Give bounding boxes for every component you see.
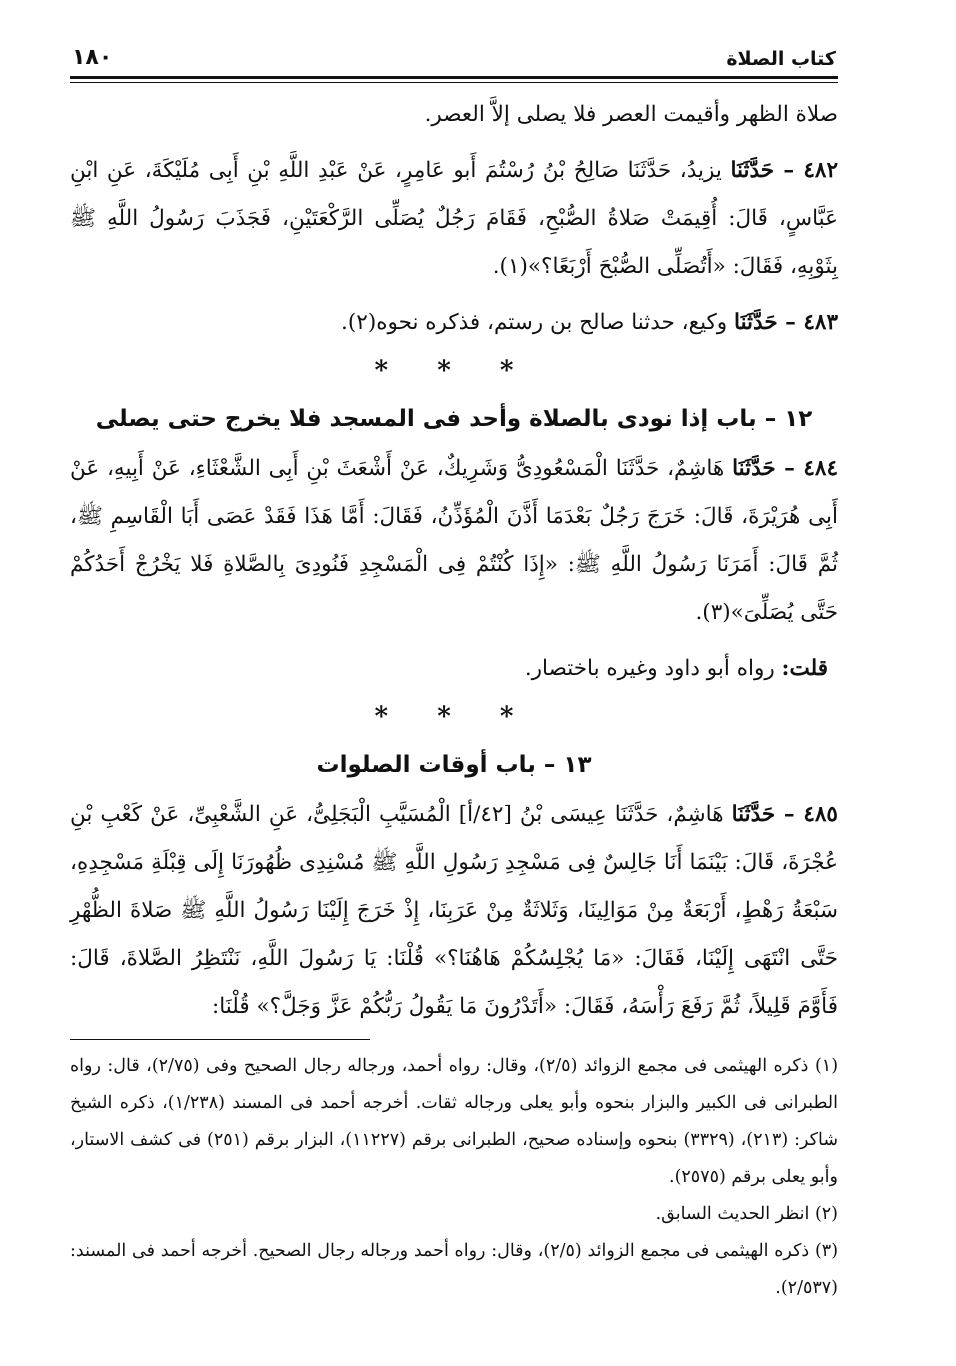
page-body: [70, 91, 838, 1031]
footnote-2: (٢) انظر الحديث السابق.: [655, 1204, 838, 1224]
header-rule-thin: [70, 82, 838, 83]
hadith-483-text: وكيع، حدثنا صالح بن رستم، فذكره نحوه(٢).: [341, 310, 735, 335]
hadith-482-text: يزيدُ، حَدَّثَنَا صَالِحُ بْنُ رُسْتُمَ أَبو عَامِرٍ، عَنْ عَبْدِ اللَّهِ بْنِ أَبِى مُلَيْكَةَ، عَنِ ابْنِ عَبَّاسٍ، قَالَ: أُقِيمَتْ صَلاةُ الصُّبْحِ، فَقَامَ رَجُلٌ يُصَلِّى الرَّكْعَتَيْنِ، فَجَذَبَ رَسُولُ اللَّهِ ﷺ بِثَوْبِهِ، فَقَالَ: «أَتُصَلِّى الصُّبْحَ أَرْبَعًا؟»(١).: [70, 158, 838, 279]
page-number: ١٨٠: [72, 45, 113, 70]
hadith-482: [70, 147, 838, 291]
chapter-heading-12: ١٢ – باب إذا نودى بالصلاة وأحد فى المسجد فلا يخرج حتى يصلى: [95, 406, 813, 432]
continuation-paragraph: صلاة الظهر وأقيمت العصر فلا يصلى إلاَّ العصر.: [424, 102, 838, 127]
section-divider-stars: * * *: [374, 702, 534, 732]
footnote-separator: [70, 1039, 370, 1040]
hadith-484: [70, 445, 838, 637]
hadith-485-number: ٤٨٥ – حَدَّثَنَا: [731, 802, 838, 827]
hadith-484-number: ٤٨٤ – حَدَّثَنَا: [732, 456, 838, 481]
footnotes-section: [70, 1039, 838, 1307]
qult-label: قلت:: [781, 656, 828, 681]
qult-text: رواه أبو داود وغيره باختصار.: [524, 656, 782, 681]
chapter-heading-13: ١٣ – باب أوقات الصلوات: [316, 752, 592, 778]
hadith-484-text: هَاشِمٌ، حَدَّثَنَا الْمَسْعُودِىُّ وَشَرِيكٌ، عَنْ أَشْعَثَ بْنِ أَبِى الشَّعْثَاءِ، عَنْ أَبِيهِ، عَنْ أَبِى هُرَيْرَةَ، قَالَ: خَرَجَ رَجُلٌ بَعْدَمَا أَذَّنَ الْمُؤَذِّنُ، فَقَالَ: أَمَّا هَذَا فَقَدْ عَصَى أَبَا الْقَاسِمِ ﷺ، ثُمَّ قَالَ: أَمَرَنَا رَسُولُ اللَّهِ ﷺ: «إِذَا كُنْتُمْ فِى الْمَسْجِدِ فَنُودِىَ بِالصَّلاةِ فَلا يَخْرُجْ أَحَدُكُمْ حَتَّى يُصَلِّىَ»(٣).: [70, 456, 838, 625]
footnote-1: (١) ذكره الهيثمى فى مجمع الزوائد (٢/٥)، وقال: رواه أحمد، ورجاله رجال الصحيح وفى (٢/٧٥)، قال: رواه الطبرانى فى الكبير والبزار بنحوه وأبو يعلى ورجاله ثقات. أخرجه أحمد فى المسند (١/٢٣٨)، ذكره الشيخ شاكر: (٢١٣)، (٣٣٢٩) بنحوه وإسناده صحيح، الطبرانى برقم (١١٢٢٧)، البزار برقم (٢٥١) فى كشف الاستار، وأبو يعلى برقم (٢٥٧٥).: [70, 1056, 839, 1187]
hadith-483-number: ٤٨٣ – حَدَّثَنَا: [734, 310, 838, 335]
book-page: [70, 30, 838, 1366]
header-rule-thick: [70, 76, 838, 79]
qult-note: [70, 645, 838, 693]
hadith-483: [70, 299, 838, 347]
page-header: [70, 30, 838, 70]
section-divider-stars: * * *: [374, 356, 534, 386]
running-title: كتاب الصلاة: [726, 48, 836, 70]
footnote-3: (٣) ذكره الهيثمى فى مجمع الزوائد (٢/٥)، وقال: رواه أحمد ورجاله رجال الصحيح. أخرجه أحمد فى المسند: (٢/٥٣٧).: [70, 1241, 839, 1298]
hadith-485: [70, 791, 838, 1031]
hadith-485-text: هَاشِمٌ، حَدَّثَنَا عِيسَى بْنُ [٤٢/أ] الْمُسَيَّبِ الْبَجَلِىُّ، عَنِ الشَّعْبِىِّ، عَنْ كَعْبِ بْنِ عُجْرَةَ، قَالَ: بَيْنَمَا أَنَا جَالِسٌ فِى مَسْجِدِ رَسُولِ اللَّهِ ﷺ مُسْنِدِى ظُهُورَنَا إِلَى قِبْلَةِ مَسْجِدِهِ، سَبْعَةُ رَهْطٍ، أَرْبَعَةٌ مِنْ مَوَالِينَا، وَثَلاثَةٌ مِنْ عَرَبِنَا، إِذْ خَرَجَ إِلَيْنَا رَسُولُ اللَّهِ ﷺ صَلاةَ الظُّهْرِ حَتَّى انْتَهَى إِلَيْنَا، فَقَالَ: «مَا يُجْلِسُكُمْ هَاهُنَا؟» قُلْنَا: يَا رَسُولَ اللَّهِ، نَنْتَظِرُ الصَّلاةَ، قَالَ: فَأَوَّمَ قَلِيلاً، ثُمَّ رَفَعَ رَأْسَهُ، فَقَالَ: «أَتَدْرُونَ مَا يَقُولُ رَبُّكُمْ عَزَّ وَجَلَّ؟» قُلْنَا:: [70, 802, 838, 1019]
hadith-482-number: ٤٨٢ – حَدَّثَنَا: [730, 158, 838, 183]
